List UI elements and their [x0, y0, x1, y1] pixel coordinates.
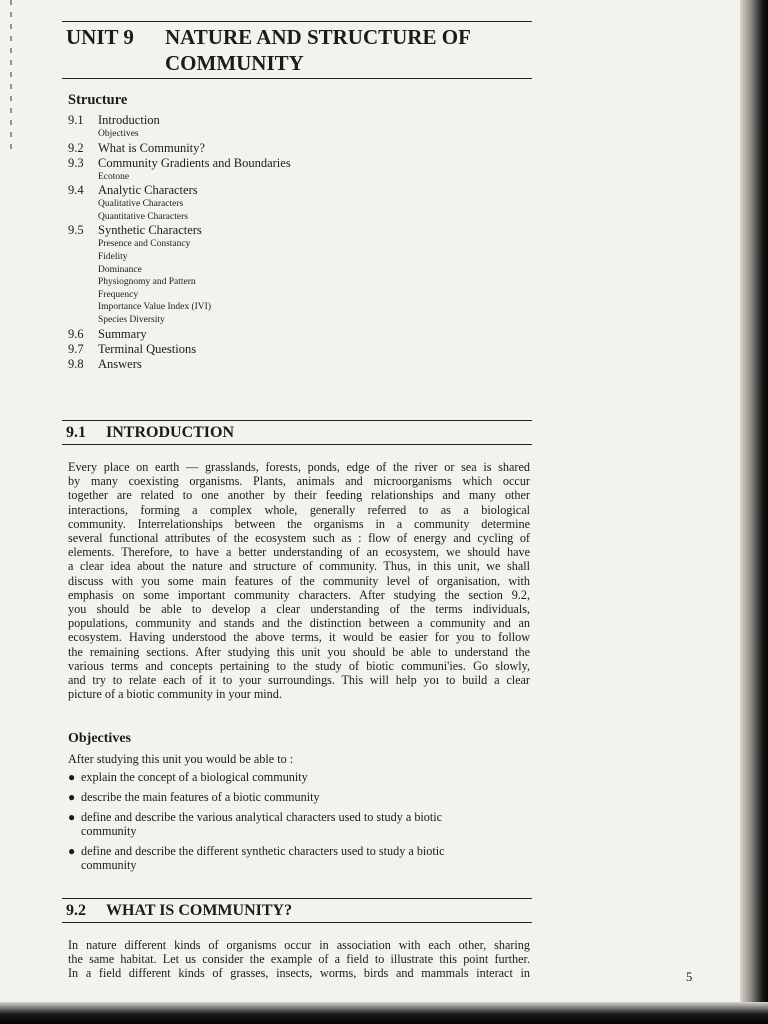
objective-text: define and describe the various analytical characters used to study a biotic: [81, 810, 443, 824]
toc-item-label: Community Gradients and Boundaries: [98, 155, 291, 170]
text-line: picture of a biotic community in your mind.: [68, 687, 282, 702]
text-line: discuss with you some main features of the community level of organisation, with: [68, 573, 530, 588]
unit-title-line1: NATURE AND STRUCTURE OF: [165, 25, 471, 49]
text-line: various terms and concepts pertaining to the study of biotic communi'ies. Go slowly,: [68, 658, 530, 673]
text-line: populations, community and stands and the distinction between a community and an: [68, 616, 530, 631]
text-line: interactions, forming a complex whole, generally referred to as a biological: [68, 502, 530, 517]
text-line: and try to relate each of it to your surroundings. This will help yoı to build a clear: [68, 673, 530, 688]
title-rule-bottom: [62, 78, 532, 79]
intro-rule-top: [62, 420, 532, 421]
section-title: WHAT IS COMMUNITY?: [106, 902, 293, 919]
scan-shadow-bottom: [0, 1002, 768, 1024]
toc-item: [68, 183, 528, 198]
text-line: elements. Therefore, to have a better understanding of an ecosystem, we should have: [68, 545, 530, 560]
toc-subitem: Frequency: [98, 289, 139, 300]
table-of-contents: [68, 113, 528, 372]
text-line: emphasis on some important community characters. After studying the section 9.2,: [68, 587, 530, 602]
objective-text-cont: community: [81, 858, 137, 872]
title-rule-top: [62, 21, 532, 22]
toc-subitem: Fidelity: [98, 251, 128, 262]
community-paragraph: [68, 938, 530, 981]
text-line: community. Interrelationships between the organisms in a community determine: [68, 516, 530, 531]
toc-item: [68, 342, 528, 357]
toc-item-number: 9.7: [68, 341, 84, 356]
toc-subitem: Presence and Constancy: [98, 239, 191, 250]
community-rule-bottom: [62, 922, 532, 923]
bullet-icon: ●: [68, 810, 76, 824]
bullet-icon: ●: [68, 844, 76, 858]
toc-item: [68, 327, 528, 342]
scan-shadow-right: [740, 0, 768, 1024]
objective-text: describe the main features of a biotic community: [81, 790, 320, 804]
text-line: by many coexisting organisms. Plants, animals and microorganisms which occur: [68, 474, 530, 489]
text-line: several functional attributes of the ecosystem such as : flow of energy and cycling of: [68, 531, 530, 546]
toc-item-number: 9.4: [68, 183, 84, 198]
text-line: ecosystem. Having understood the above terms, it would be easier for you to follow: [68, 630, 530, 645]
toc-item: [68, 141, 528, 156]
text-line: together are related to one another by their feeding relationships and many other: [68, 488, 530, 503]
objective-item: [68, 770, 528, 784]
toc-item-label: Introduction: [98, 113, 160, 127]
community-rule-top: [62, 898, 532, 899]
toc-item-label: What is Community?: [98, 140, 205, 155]
section-title: INTRODUCTION: [106, 424, 235, 441]
structure-heading: Structure: [68, 92, 128, 108]
toc-subitem: Ecotone: [98, 171, 130, 182]
text-line: In a field different kinds of grasses, insects, worms, birds and mammals interact in: [68, 966, 530, 981]
text-line: the remaining sections. After studying this unit you should be able to understand the: [68, 644, 530, 659]
toc-item-number: 9.6: [68, 326, 84, 341]
objective-text: explain the concept of a biological community: [81, 770, 308, 784]
toc-item: [68, 113, 528, 128]
toc-item-number: 9.1: [68, 113, 84, 127]
toc-subitem: Qualitative Characters: [98, 199, 184, 210]
intro-rule-bottom: [62, 444, 532, 445]
toc-item-label: Synthetic Characters: [98, 223, 202, 238]
toc-item-number: 9.8: [68, 356, 84, 371]
objective-text: define and describe the different synthetic characters used to study a biotic: [81, 844, 445, 858]
toc-subitem: Objectives: [98, 129, 139, 139]
text-line: Every place on earth — grasslands, forests, ponds, edge of the river or sea is shared: [68, 460, 530, 474]
toc-subitem: Species Diversity: [98, 314, 165, 325]
objectives-intro: After studying this unit you would be able to :: [68, 752, 294, 766]
text-line: you should be able to develop a clear understanding of the terms individuals,: [68, 602, 530, 617]
toc-item-label: Analytic Characters: [98, 183, 198, 198]
objectives-list: [68, 770, 528, 878]
unit-title: [66, 24, 536, 76]
section-heading-community: [66, 902, 292, 920]
toc-subitem: Physiognomy and Pattern: [98, 277, 196, 288]
text-line: the same habitat. Let us consider the example of a field to illustrate this point further.: [68, 952, 530, 967]
text-line: a clear idea about the nature and structure of community. Thus, in this unit, we shall: [68, 559, 530, 574]
toc-item-label: Summary: [98, 326, 147, 341]
toc-subitem: Importance Value Index (IVI): [98, 302, 211, 313]
section-number: 9.1: [66, 424, 86, 441]
toc-item-number: 9.2: [68, 140, 84, 155]
objectives-heading: Objectives: [68, 731, 131, 746]
text-line: In nature different kinds of organisms occur in association with each other, sharing: [68, 938, 530, 952]
page-number: 5: [686, 970, 693, 984]
objective-item: [68, 844, 528, 872]
objective-text-cont: community: [81, 824, 137, 838]
unit-number: UNIT 9: [66, 25, 134, 49]
toc-item-label: Answers: [98, 356, 142, 371]
toc-subitem: Quantitative Characters: [98, 211, 188, 222]
objective-item: [68, 810, 528, 838]
toc-item-label: Terminal Questions: [98, 341, 197, 356]
bullet-icon: ●: [68, 770, 76, 784]
unit-title-line2: COMMUNITY: [165, 51, 304, 75]
section-heading-introduction: [66, 424, 234, 442]
toc-item-number: 9.5: [68, 223, 84, 238]
toc-item: [68, 156, 528, 171]
toc-item: [68, 223, 528, 238]
toc-item: [68, 357, 528, 372]
scan-binding-edge: [10, 0, 12, 150]
objective-item: [68, 790, 528, 804]
intro-paragraph: [68, 460, 530, 701]
bullet-icon: ●: [68, 790, 76, 804]
toc-subitem: Dominance: [98, 264, 142, 275]
section-number: 9.2: [66, 902, 86, 919]
toc-item-number: 9.3: [68, 155, 84, 170]
